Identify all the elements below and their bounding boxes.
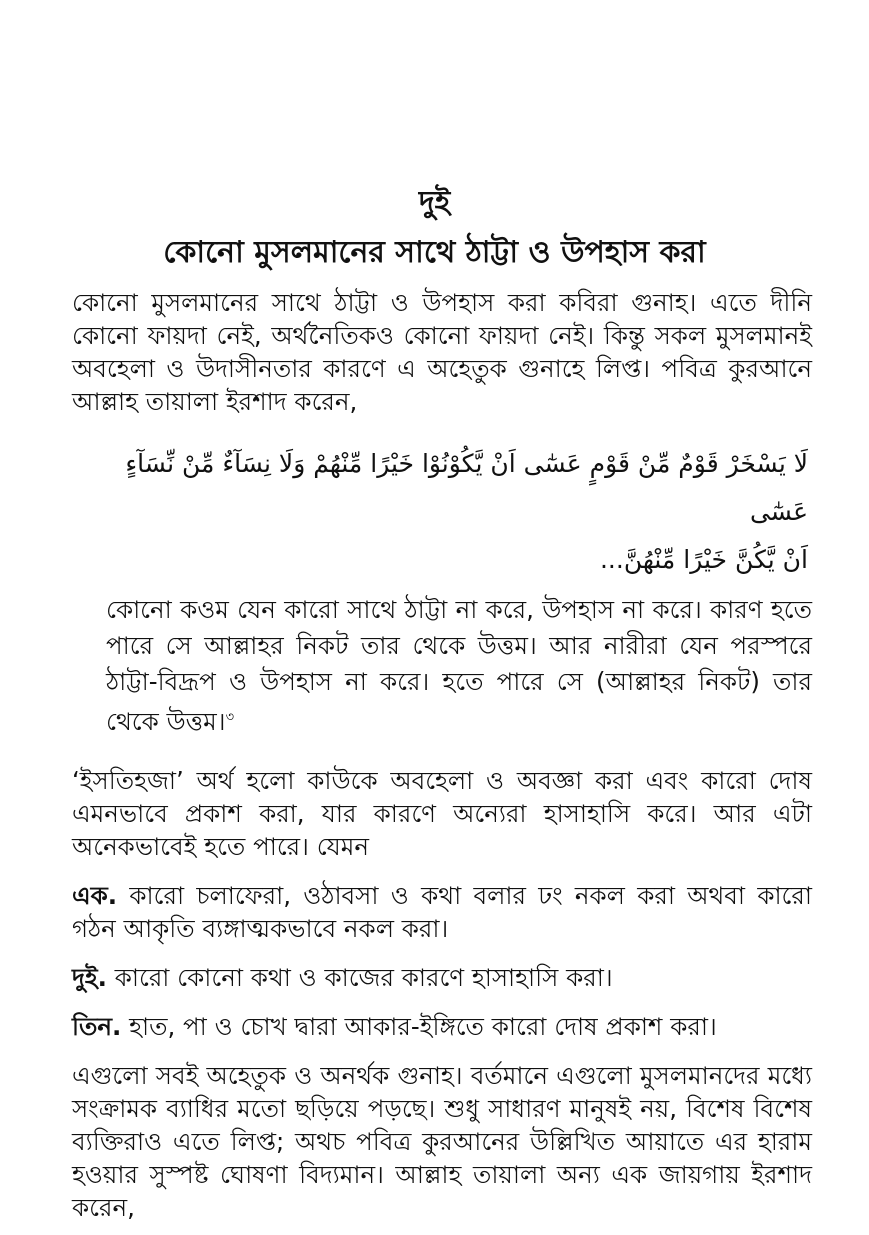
closing-paragraph: এগুলো সবই অহেতুক ও অনর্থক গুনাহ। বর্তমানে এগুলো মুসলমানদের মধ্যে সংক্রামক ব্যাধির মতো ছড়িয়ে পড়ছে। শুধু সাধারণ মানুষই নয়, বিশেষ বিশেষ ব্যক্তিরাও এতে লিপ্ত; অথচ পবিত্র কুরআনের উল্লিখিত আয়াতে এর হারাম হওয়ার সুস্পষ্ট ঘোষণা বিদ্যমান। আল্লাহ তায়ালা অন্য এক জায়গায় ইরশাদ করেন,: [72, 1061, 812, 1223]
verse-translation-text: কোনো কওম যেন কারো সাথে ঠাট্টা না করে, উপহাস না করে। কারণ হতে পারে সে আল্লাহর নিকট তার থেকে উত্তম। আর নারীরা যেন পরস্পরে ঠাট্টা-বিদ্রূপ ও উপহাস না করে। হতে পারে সে (আল্লাহর নিকট) তার থেকে উত্তম।: [106, 595, 812, 737]
list-item: [72, 1010, 812, 1043]
list-item-text: হাত, পা ও চোখ দ্বারা আকার-ইঙ্গিতে কারো দোষ প্রকাশ করা।: [121, 1012, 717, 1042]
page-body: [72, 286, 812, 1224]
verse-translation: [106, 592, 812, 740]
verse-translation-block: [106, 592, 812, 740]
arabic-verse: [72, 440, 812, 584]
intro-paragraph: কোনো মুসলমানের সাথে ঠাট্টা ও উপহাস করা কবিরা গুনাহ। এতে দীনি কোনো ফায়দা নেই, অর্থনৈতিকও কোনো ফায়দা নেই। কিন্তু সকল মুসলমানই অবহেলা ও উদাসীনতার কারণে এ অহেতুক গুনাহে লিপ্ত। পবিত্র কুরআনে আল্লাহ তায়ালা ইরশাদ করেন,: [72, 288, 812, 416]
list-item-text: কারো চলাফেরা, ওঠাবসা ও কথা বলার ঢং নকল করা অথবা কারো গঠন আকৃতি ব্যঙ্গাত্মকভাবে নকল করা।: [72, 881, 812, 944]
arabic-verse-line-1: لَا يَسْخَرْ قَوْمٌ مِّنْ قَوْمٍ عَسٰٓى اَنْ يَّكُوْنُوْا خَيْرًا مِّنْهُمْ وَلَا نِسَآءٌ مِّنْ نِّسَآءٍ عَسٰٓى: [125, 449, 808, 526]
chapter-title: কোনো মুসলমানের সাথে ঠাট্টা ও উপহাস করা: [163, 235, 706, 270]
definition-paragraph: ‘ইসতিহজা’ অর্থ হলো কাউকে অবহেলা ও অবজ্ঞা করা এবং কারো দোষ এমনভাবে প্রকাশ করা, যার কারণে অন্যেরা হাসাহাসি করে। আর এটা অনেকভাবেই হতে পারে। যেমন: [72, 766, 812, 862]
list-item-label: এক.: [72, 881, 118, 911]
list-item: [72, 879, 812, 945]
list-item-label: দুই.: [72, 963, 107, 993]
footnote-marker: ৩: [225, 710, 235, 725]
list-item-label: তিন.: [72, 1012, 122, 1042]
arabic-verse-line-2: اَنْ يَّكُنَّ خَيْرًا مِّنْهُنَّ...: [599, 545, 808, 574]
list-item-text: কারো কোনো কথা ও কাজের কারণে হাসাহাসি করা।: [106, 963, 613, 993]
list-item: [72, 961, 812, 994]
chapter-number: দুই: [418, 185, 451, 220]
